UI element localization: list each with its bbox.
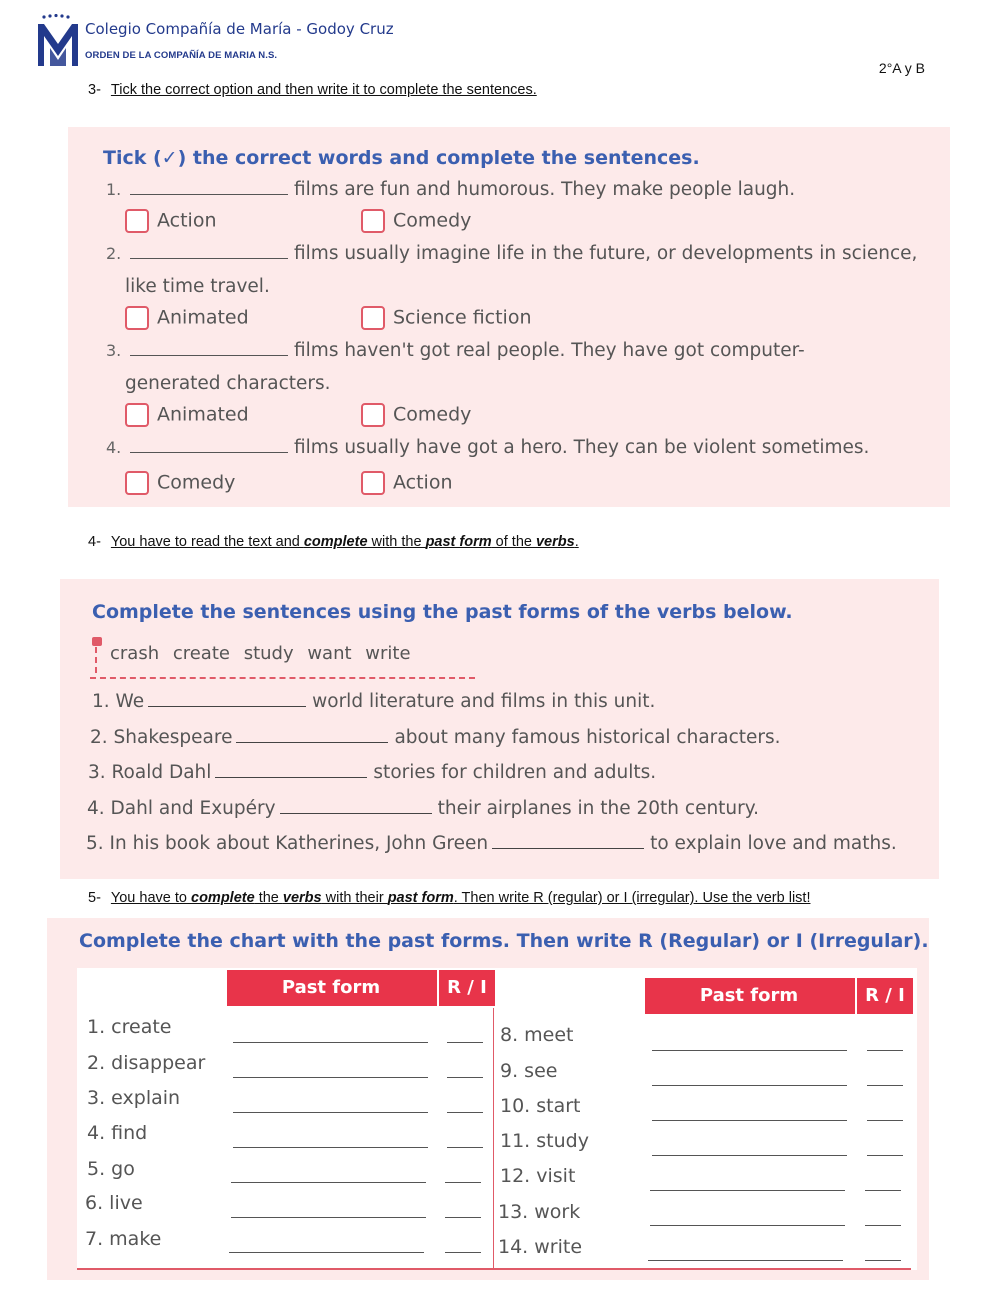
checkbox-icon[interactable] bbox=[125, 471, 149, 495]
option-comedy[interactable] bbox=[125, 471, 235, 495]
verb-item: 5. go bbox=[87, 1158, 135, 1180]
ri-blank[interactable] bbox=[447, 1112, 483, 1113]
verb-item: 11. study bbox=[500, 1130, 589, 1152]
past-form-blank[interactable] bbox=[231, 1217, 426, 1218]
verb-item: 8. meet bbox=[500, 1024, 574, 1046]
sentence-3: 3. Roald Dahl stories for children and adults. bbox=[88, 762, 657, 783]
verb-item: 6. live bbox=[85, 1192, 143, 1214]
past-form-blank[interactable] bbox=[652, 1050, 847, 1051]
checkbox-icon[interactable] bbox=[125, 403, 149, 427]
question-text: films usually imagine life in the future, or developments in science, bbox=[294, 243, 918, 264]
verb-item: 2. disappear bbox=[87, 1052, 206, 1074]
answer-blank[interactable] bbox=[130, 340, 288, 356]
table-bottom-rule bbox=[77, 1268, 911, 1270]
header-regular-irregular: R / I bbox=[855, 978, 913, 1014]
tick-exercise-panel bbox=[68, 127, 950, 507]
option-label: Animated bbox=[157, 306, 249, 329]
instruction-text: You have to complete the verbs with their past form. Then write R (regular) or I (irregular). Use the verb list! bbox=[110, 890, 811, 906]
answer-blank[interactable] bbox=[236, 727, 388, 743]
answer-blank[interactable] bbox=[492, 833, 644, 849]
option-label: Comedy bbox=[157, 471, 236, 494]
past-form-blank[interactable] bbox=[652, 1085, 847, 1086]
checkbox-icon[interactable] bbox=[361, 209, 385, 233]
option-label: Action bbox=[393, 471, 453, 494]
instruction-5 bbox=[88, 890, 810, 906]
sentence-2: 2. Shakespeare about many famous historical characters. bbox=[90, 727, 781, 748]
instruction-4 bbox=[88, 534, 579, 550]
school-subtitle: ORDEN DE LA COMPAÑÍA DE MARIA N.S. bbox=[85, 50, 278, 61]
ri-blank[interactable] bbox=[447, 1147, 483, 1148]
header-regular-irregular: R / I bbox=[437, 970, 495, 1006]
past-form-exercise-title: Complete the sentences using the past forms of the verbs below. bbox=[92, 601, 793, 623]
past-form-blank[interactable] bbox=[233, 1147, 428, 1148]
grade-label: 2°A y B bbox=[878, 60, 925, 76]
sentence-5: 5. In his book about Katherines, John Green to explain love and maths. bbox=[86, 833, 897, 854]
verb-item: 10. start bbox=[500, 1095, 581, 1117]
instruction-text: You have to read the text and complete with the past form of the verbs. bbox=[110, 534, 579, 550]
option-animated[interactable] bbox=[125, 403, 249, 427]
past-form-blank[interactable] bbox=[233, 1042, 428, 1043]
ri-blank[interactable] bbox=[867, 1085, 903, 1086]
past-form-blank[interactable] bbox=[233, 1112, 428, 1113]
past-form-blank[interactable] bbox=[229, 1252, 424, 1253]
verb-chart-panel bbox=[47, 918, 929, 1280]
sentence-4: 4. Dahl and Exupéry their airplanes in the 20th century. bbox=[87, 798, 759, 819]
question-number: 4. bbox=[106, 438, 122, 457]
answer-blank[interactable] bbox=[280, 798, 432, 814]
question-4 bbox=[106, 437, 869, 458]
ri-blank[interactable] bbox=[865, 1260, 901, 1261]
ri-blank[interactable] bbox=[867, 1050, 903, 1051]
ri-blank[interactable] bbox=[865, 1225, 901, 1226]
verb-item: 3. explain bbox=[87, 1087, 181, 1109]
question-number: 3. bbox=[106, 341, 122, 360]
ri-blank[interactable] bbox=[445, 1217, 481, 1218]
option-action[interactable] bbox=[361, 471, 453, 495]
past-form-blank[interactable] bbox=[652, 1155, 847, 1156]
option-label: Comedy bbox=[393, 403, 472, 426]
question-text: films usually have got a hero. They can be violent sometimes. bbox=[294, 437, 870, 458]
pin-icon bbox=[92, 637, 102, 646]
answer-blank[interactable] bbox=[215, 762, 367, 778]
instruction-number: 5- bbox=[88, 890, 101, 906]
question-3-continued: generated characters. bbox=[125, 373, 331, 394]
option-science-fiction[interactable] bbox=[361, 306, 532, 330]
instruction-3 bbox=[88, 82, 537, 98]
instruction-number: 3- bbox=[88, 82, 101, 98]
table-header-right bbox=[645, 978, 913, 1014]
verb-item: 7. make bbox=[85, 1228, 162, 1250]
ri-blank[interactable] bbox=[445, 1182, 481, 1183]
verb-item: 9. see bbox=[500, 1060, 558, 1082]
past-form-blank[interactable] bbox=[650, 1225, 845, 1226]
instruction-text: Tick the correct option and then write it to complete the sentences. bbox=[110, 82, 537, 98]
answer-blank[interactable] bbox=[148, 691, 306, 707]
checkbox-icon[interactable] bbox=[125, 306, 149, 330]
checkbox-icon[interactable] bbox=[361, 403, 385, 427]
ri-blank[interactable] bbox=[865, 1190, 901, 1191]
question-number: 2. bbox=[106, 244, 122, 263]
past-form-blank[interactable] bbox=[231, 1182, 426, 1183]
word-list: crash create study want write bbox=[110, 643, 411, 664]
answer-blank[interactable] bbox=[130, 243, 288, 259]
past-form-blank[interactable] bbox=[648, 1260, 843, 1261]
table-header-left bbox=[227, 970, 495, 1006]
header-past-form: Past form bbox=[281, 977, 381, 998]
tick-exercise-title: Tick (✓) the correct words and complete the sentences. bbox=[103, 147, 700, 169]
verb-item: 4. find bbox=[87, 1122, 148, 1144]
option-animated[interactable] bbox=[125, 306, 249, 330]
question-3 bbox=[106, 340, 805, 361]
past-form-blank[interactable] bbox=[233, 1077, 428, 1078]
question-text: films are fun and humorous. They make people laugh. bbox=[294, 179, 796, 200]
option-label: Animated bbox=[157, 403, 249, 426]
option-label: Action bbox=[157, 209, 217, 232]
verb-chart-title: Complete the chart with the past forms. Then write R (Regular) or I (Irregular). bbox=[79, 930, 929, 952]
past-form-exercise-panel bbox=[60, 579, 939, 879]
school-name: Colegio Compañía de María - Godoy Cruz bbox=[85, 20, 394, 38]
word-list-border bbox=[95, 647, 97, 673]
sentence-1: 1. We world literature and films in this unit. bbox=[92, 691, 656, 712]
verb-item: 13. work bbox=[498, 1201, 581, 1223]
question-2-continued: like time travel. bbox=[125, 276, 270, 297]
word-list-box bbox=[90, 637, 475, 679]
verb-item: 1. create bbox=[87, 1016, 172, 1038]
option-action[interactable] bbox=[125, 209, 217, 233]
ri-blank[interactable] bbox=[867, 1120, 903, 1121]
option-comedy[interactable] bbox=[361, 209, 471, 233]
option-comedy[interactable] bbox=[361, 403, 471, 427]
ri-blank[interactable] bbox=[447, 1042, 483, 1043]
ri-blank[interactable] bbox=[867, 1155, 903, 1156]
checkbox-icon[interactable] bbox=[125, 209, 149, 233]
school-logo bbox=[36, 14, 80, 68]
ri-blank[interactable] bbox=[447, 1077, 483, 1078]
question-text: films haven't got real people. They have got computer- bbox=[294, 340, 805, 361]
instruction-number: 4- bbox=[88, 534, 101, 550]
question-2 bbox=[106, 243, 917, 264]
verb-item: 12. visit bbox=[500, 1165, 576, 1187]
option-label: Science fiction bbox=[393, 306, 532, 329]
past-form-blank[interactable] bbox=[652, 1120, 847, 1121]
header-past-form: Past form bbox=[699, 985, 799, 1006]
question-1 bbox=[106, 179, 795, 200]
ri-blank[interactable] bbox=[445, 1252, 481, 1253]
option-label: Comedy bbox=[393, 209, 472, 232]
past-form-blank[interactable] bbox=[650, 1190, 845, 1191]
question-number: 1. bbox=[106, 180, 122, 199]
answer-blank[interactable] bbox=[130, 437, 288, 453]
column-divider bbox=[493, 1008, 494, 1270]
verb-item: 14. write bbox=[498, 1236, 583, 1258]
checkbox-icon[interactable] bbox=[361, 306, 385, 330]
checkbox-icon[interactable] bbox=[361, 471, 385, 495]
answer-blank[interactable] bbox=[130, 179, 288, 195]
